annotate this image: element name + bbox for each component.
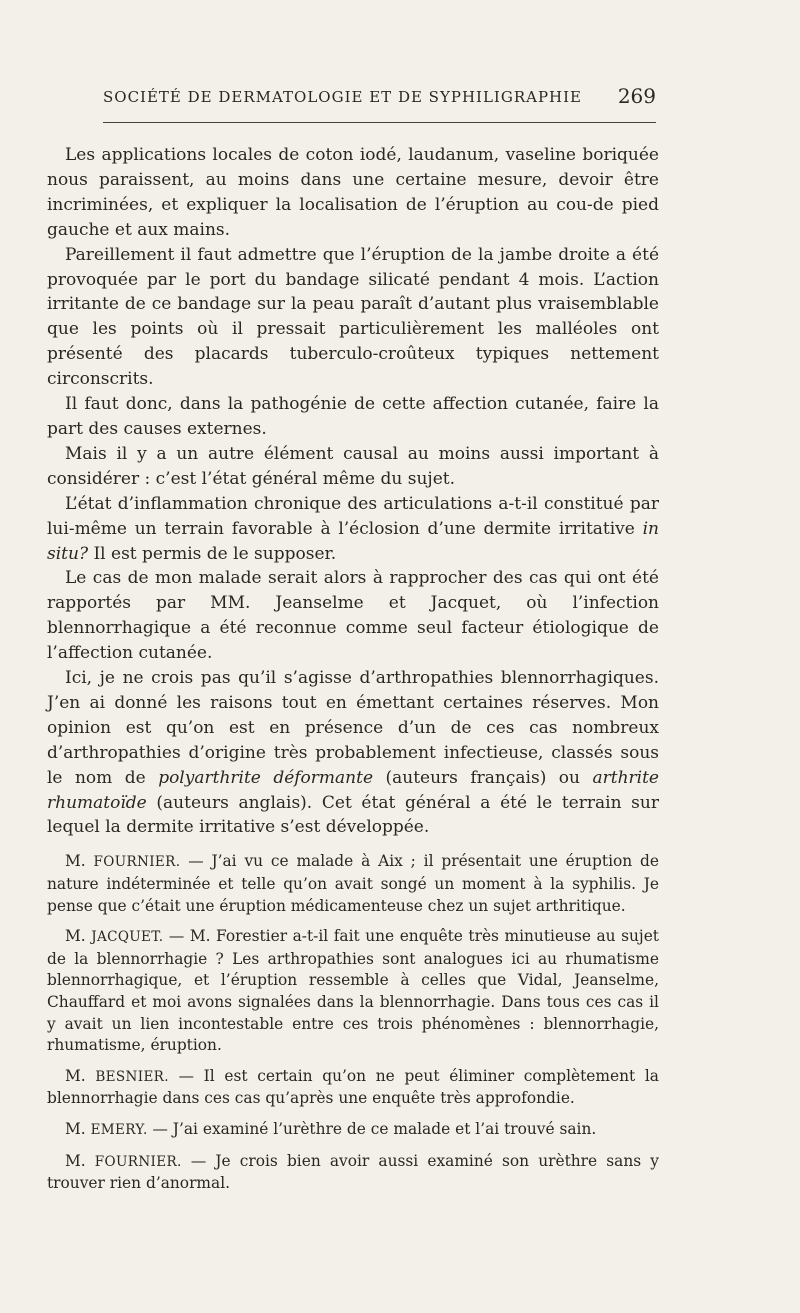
speaker-title: M. — [65, 1151, 86, 1170]
discussion-text: — J’ai vu ce malade à Aix ; il présentait une éruption de nature indéterminée et telle qu’on avait songé un moment à la syphilis. Je pense que c’était une éruption médicamenteuse chez un sujet arthritique. — [47, 852, 659, 915]
paragraph-4 — [47, 442, 659, 492]
discussion-fournier-1 — [47, 851, 659, 917]
paragraph-7-italic-2: arthrite rhumatoïde — [47, 767, 659, 813]
discussion-text: — Il est certain qu’on ne peut éliminer complètement la blennorrhagie dans ces cas qu’après une enquête très approfondie. — [47, 1066, 659, 1108]
paragraph-2 — [47, 243, 659, 392]
running-head: SOCIÉTÉ DE DERMATOLOGIE ET DE SYPHILIGRAPHIE — [103, 88, 583, 106]
paragraph-3-text: Il faut donc, dans la pathogénie de cette affection cutanée, faire la part des causes externes. — [47, 394, 659, 439]
paragraph-5 — [47, 492, 659, 567]
speaker-name: BESNIER. — [95, 1068, 169, 1085]
paragraph-6 — [47, 566, 659, 666]
paragraph-7-middle: (auteurs français) ou — [373, 767, 593, 788]
page-body — [47, 143, 659, 1223]
paragraph-5-end: Il est permis de le supposer. — [88, 543, 337, 564]
paragraph-2-text: Pareillement il faut admettre que l’éruption de la jambe droite a été provoquée par le port du bandage silicaté pendant 4 mois. L’action irritante de ce bandage sur la peau paraît d’autant plus vraisemblable que les points où il pressait particulièrement les malléoles ont présenté des placards tuberculo-croûteux typiques nettement circonscrits. — [47, 244, 659, 390]
speaker-name: FOURNIER. — [94, 1153, 182, 1170]
paragraph-4-text: Mais il y a un autre élément causal au moins aussi important à considérer : c’est l’état général même du sujet. — [47, 443, 659, 489]
paragraph-7-text: Ici, je ne crois pas qu’il s’agisse d’arthropathies blennorrhagiques. J’en ai donné les raisons tout en émettant certaines réserves. Mon opinion est qu’on est en présence d’un de ces cas nombreux d’arthropathies d’origine très probablement infectieuse, classés sous le nom de — [47, 668, 659, 788]
paragraph-5-italic: in situ? — [47, 518, 659, 564]
page-header — [103, 84, 656, 112]
discussion-emery — [47, 1119, 659, 1142]
paragraph-5-text: L’état d’inflammation chronique des articulations a-t-il constitué par lui-même un terrain favorable à l’éclosion d’une dermite irritative — [47, 493, 659, 539]
discussion-besnier — [47, 1066, 659, 1110]
paragraph-7-italic-1: polyarthrite déformante — [158, 767, 374, 788]
paragraph-1 — [47, 143, 659, 243]
header-rule — [103, 122, 656, 123]
speaker-title: M. — [65, 852, 86, 871]
speaker-name: FOURNIER. — [93, 854, 181, 871]
discussion-text: — Je crois bien avoir aussi examiné son urèthre sans y trouver rien d’anormal. — [47, 1151, 659, 1193]
speaker-title: M. — [65, 1066, 86, 1085]
paragraph-7 — [47, 666, 659, 840]
page-number: 269 — [617, 84, 656, 108]
discussion-fournier-2 — [47, 1151, 659, 1195]
discussion-text: — J’ai examiné l’urèthre de ce malade et l’ai trouvé sain. — [152, 1119, 597, 1138]
paragraph-6-text: Le cas de mon malade serait alors à rapprocher des cas qui ont été rapportés par MM. Jeanselme et Jacquet, où l’infection blennorrhagique a été reconnue comme seul facteur étiologique de l’affection cutanée. — [47, 568, 659, 664]
speaker-title: M. — [65, 1119, 86, 1138]
discussion-jacquet — [47, 926, 659, 1057]
discussion-text: — M. Forestier a-t-il fait une enquête très minutieuse au sujet de la blennorrhagie ? Les arthropathies sont analogues ici au rhumatisme blennorrhagique, et l’éruption ressemble à celles que Vidal, Jeanselme, Chauffard et moi avons signalées dans la blennorrhagie. Dans tous ces cas il y avait un lien incontestable entre ces trois phénomènes : blennorrhagie, rhumatisme, éruption. — [47, 927, 659, 1055]
paragraph-1-text: Les applications locales de coton iodé, laudanum, vaseline boriquée nous paraissent, au moins dans une certaine mesure, devoir être incriminées, et expliquer la localisation de l’éruption au cou-de pied gauche et aux mains. — [47, 145, 659, 240]
speaker-name: JACQUET. — [91, 929, 164, 946]
speaker-name: EMERY. — [90, 1121, 148, 1138]
paragraph-7-end: (auteurs anglais). Cet état général a été le terrain sur lequel la dermite irritative s’est développée. — [47, 792, 659, 838]
paragraph-3 — [47, 392, 659, 442]
speaker-title: M. — [65, 927, 86, 946]
